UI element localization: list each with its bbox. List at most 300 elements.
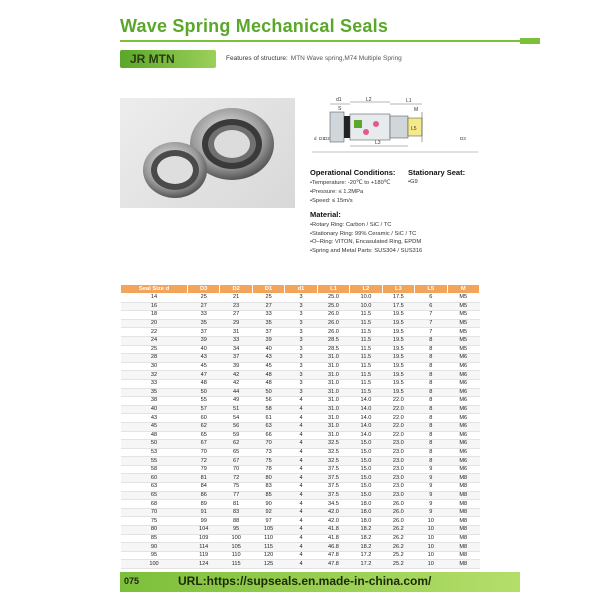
diagram-label-l5: L5 bbox=[411, 126, 417, 132]
table-cell: 83 bbox=[252, 483, 284, 492]
table-cell: 32.5 bbox=[317, 440, 349, 449]
table-cell: 18.2 bbox=[350, 526, 382, 535]
technical-drawing bbox=[310, 96, 480, 158]
table-cell: 22.0 bbox=[382, 414, 414, 423]
table-cell: 4 bbox=[285, 517, 317, 526]
diagram-label-d: d bbox=[314, 136, 317, 141]
table-cell: 23.0 bbox=[382, 440, 414, 449]
table-cell: 33 bbox=[188, 311, 220, 320]
table-row bbox=[121, 526, 480, 535]
table-row bbox=[121, 457, 480, 466]
table-cell: 65 bbox=[220, 448, 252, 457]
table-cell: 104 bbox=[188, 526, 220, 535]
table-cell: 42 bbox=[220, 379, 252, 388]
table-cell: 9 bbox=[415, 508, 447, 517]
table-cell: 8 bbox=[415, 448, 447, 457]
column-header: L5 bbox=[415, 285, 447, 294]
material-o-ring: •O–Ring: VITON, Encasulated Ring, EPDM bbox=[310, 239, 422, 246]
table-cell: M6 bbox=[447, 440, 480, 449]
table-cell: 14.0 bbox=[350, 431, 382, 440]
table-cell: 11.5 bbox=[350, 362, 382, 371]
table-cell: 14.0 bbox=[350, 422, 382, 431]
table-cell: 8 bbox=[415, 422, 447, 431]
table-cell: 70 bbox=[220, 465, 252, 474]
table-cell: 31.0 bbox=[317, 388, 349, 397]
table-cell: 3 bbox=[285, 336, 317, 345]
table-cell: 19.5 bbox=[382, 328, 414, 337]
table-cell: 11.5 bbox=[350, 354, 382, 363]
table-row bbox=[121, 465, 480, 474]
table-cell: 125 bbox=[252, 560, 284, 569]
table-row bbox=[121, 431, 480, 440]
table-cell: 124 bbox=[188, 560, 220, 569]
table-cell: 22.0 bbox=[382, 431, 414, 440]
table-row bbox=[121, 294, 480, 303]
table-row bbox=[121, 560, 480, 569]
table-cell: 17.2 bbox=[350, 560, 382, 569]
table-row bbox=[121, 491, 480, 500]
stationary-title: Stationary Seat: bbox=[408, 168, 466, 177]
table-cell: 19.5 bbox=[382, 388, 414, 397]
condition-pressure: •Pressure: ≤ 1.2MPa bbox=[310, 189, 364, 195]
table-cell: 19.5 bbox=[382, 362, 414, 371]
table-cell: 10 bbox=[415, 534, 447, 543]
table-cell: 3 bbox=[285, 354, 317, 363]
table-cell: 32.5 bbox=[317, 457, 349, 466]
material-spring-metal: •Spring and Metal Parts: SUS304 / SUS316 bbox=[310, 247, 423, 254]
table-cell: M6 bbox=[447, 422, 480, 431]
column-header: L1 bbox=[317, 285, 349, 294]
table-cell: 59 bbox=[220, 431, 252, 440]
table-cell: 100 bbox=[220, 534, 252, 543]
table-row bbox=[121, 379, 480, 388]
table-cell: 55 bbox=[188, 397, 220, 406]
table-cell: 26.0 bbox=[382, 500, 414, 509]
table-cell: 10.0 bbox=[350, 294, 382, 303]
table-cell: 22.0 bbox=[382, 397, 414, 406]
table-cell: 50 bbox=[121, 440, 188, 449]
table-cell: 14 bbox=[121, 294, 188, 303]
table-cell: M8 bbox=[447, 560, 480, 569]
table-cell: 27 bbox=[188, 302, 220, 311]
table-cell: 11.5 bbox=[350, 379, 382, 388]
table-cell: 23.0 bbox=[382, 448, 414, 457]
table-cell: 8 bbox=[415, 379, 447, 388]
table-cell: 60 bbox=[121, 474, 188, 483]
table-row bbox=[121, 500, 480, 509]
table-cell: 42.0 bbox=[317, 508, 349, 517]
table-cell: 3 bbox=[285, 379, 317, 388]
table-cell: 48 bbox=[121, 431, 188, 440]
table-cell: M6 bbox=[447, 362, 480, 371]
table-cell: M6 bbox=[447, 414, 480, 423]
table-cell: 4 bbox=[285, 457, 317, 466]
material-title: Material: bbox=[310, 210, 341, 219]
table-row bbox=[121, 414, 480, 423]
table-cell: 97 bbox=[252, 517, 284, 526]
table-cell: M5 bbox=[447, 345, 480, 354]
table-cell: 10 bbox=[415, 551, 447, 560]
table-cell: 34 bbox=[220, 345, 252, 354]
table-cell: 31.0 bbox=[317, 354, 349, 363]
table-row bbox=[121, 534, 480, 543]
table-cell: 3 bbox=[285, 388, 317, 397]
table-cell: 33 bbox=[252, 311, 284, 320]
diagram-label-d1-dim: D1 bbox=[319, 136, 325, 141]
table-cell: 90 bbox=[121, 543, 188, 552]
table-row bbox=[121, 354, 480, 363]
table-cell: 8 bbox=[415, 362, 447, 371]
model-badge bbox=[120, 50, 216, 68]
table-cell: 3 bbox=[285, 319, 317, 328]
table-cell: 15.0 bbox=[350, 448, 382, 457]
table-cell: 23.0 bbox=[382, 491, 414, 500]
table-cell: 26.0 bbox=[382, 517, 414, 526]
column-header: L2 bbox=[350, 285, 382, 294]
table-cell: 68 bbox=[121, 500, 188, 509]
table-cell: 75 bbox=[220, 483, 252, 492]
page-number: 075 bbox=[124, 576, 140, 586]
diagram-label-s: S bbox=[338, 106, 342, 112]
table-cell: 23.0 bbox=[382, 474, 414, 483]
table-cell: 53 bbox=[121, 448, 188, 457]
table-cell: 22.0 bbox=[382, 405, 414, 414]
table-cell: 34.5 bbox=[317, 500, 349, 509]
table-cell: 25 bbox=[188, 294, 220, 303]
table-cell: 49 bbox=[220, 397, 252, 406]
table-cell: 66 bbox=[252, 431, 284, 440]
stationary-item: •G9 bbox=[408, 179, 418, 185]
table-cell: 8 bbox=[415, 345, 447, 354]
table-cell: 8 bbox=[415, 388, 447, 397]
column-header: L3 bbox=[382, 285, 414, 294]
table-cell: 115 bbox=[220, 560, 252, 569]
table-cell: 81 bbox=[220, 500, 252, 509]
table-row bbox=[121, 311, 480, 320]
table-cell: M8 bbox=[447, 483, 480, 492]
table-cell: 3 bbox=[285, 328, 317, 337]
table-cell: 80 bbox=[121, 526, 188, 535]
table-cell: M5 bbox=[447, 294, 480, 303]
table-cell: 4 bbox=[285, 543, 317, 552]
footer-url: URL:https://supseals.en.made-in-china.com/ bbox=[178, 574, 432, 588]
diagram-label-m: M bbox=[414, 107, 419, 113]
table-cell: 37.5 bbox=[317, 483, 349, 492]
table-cell: M6 bbox=[447, 405, 480, 414]
table-cell: 45 bbox=[121, 422, 188, 431]
table-cell: 56 bbox=[220, 422, 252, 431]
table-cell: 19.5 bbox=[382, 345, 414, 354]
table-cell: 18.2 bbox=[350, 534, 382, 543]
table-cell: 17.5 bbox=[382, 302, 414, 311]
table-cell: 15.0 bbox=[350, 483, 382, 492]
table-cell: 70 bbox=[252, 440, 284, 449]
table-cell: M8 bbox=[447, 500, 480, 509]
table-cell: 18.2 bbox=[350, 543, 382, 552]
column-header: M bbox=[447, 285, 480, 294]
table-cell: 4 bbox=[285, 448, 317, 457]
table-cell: 40 bbox=[188, 345, 220, 354]
table-cell: 19.5 bbox=[382, 354, 414, 363]
table-cell: 31.0 bbox=[317, 405, 349, 414]
table-cell: 26.0 bbox=[382, 508, 414, 517]
table-cell: 21 bbox=[220, 294, 252, 303]
table-cell: 11.5 bbox=[350, 388, 382, 397]
table-cell: 15.0 bbox=[350, 457, 382, 466]
table-cell: M5 bbox=[447, 328, 480, 337]
diagram-label-l2: L2 bbox=[366, 97, 372, 103]
table-row bbox=[121, 474, 480, 483]
table-cell: 86 bbox=[188, 491, 220, 500]
table-cell: 4 bbox=[285, 414, 317, 423]
table-cell: 119 bbox=[188, 551, 220, 560]
table-cell: M5 bbox=[447, 302, 480, 311]
table-row bbox=[121, 440, 480, 449]
table-cell: 10.0 bbox=[350, 302, 382, 311]
column-header: D2 bbox=[220, 285, 252, 294]
features-label: Features of structure: bbox=[226, 55, 288, 62]
table-cell: 15.0 bbox=[350, 474, 382, 483]
table-cell: 8 bbox=[415, 414, 447, 423]
table-cell: 14.0 bbox=[350, 405, 382, 414]
table-cell: 75 bbox=[252, 457, 284, 466]
table-cell: 4 bbox=[285, 508, 317, 517]
table-row bbox=[121, 448, 480, 457]
table-cell: 22 bbox=[121, 328, 188, 337]
table-cell: 35 bbox=[252, 319, 284, 328]
diagram-label-l1: L1 bbox=[406, 98, 412, 104]
table-cell: 105 bbox=[220, 543, 252, 552]
table-cell: 24 bbox=[121, 336, 188, 345]
table-cell: 61 bbox=[252, 414, 284, 423]
table-cell: 4 bbox=[285, 465, 317, 474]
table-cell: 79 bbox=[188, 465, 220, 474]
table-cell: 11.5 bbox=[350, 336, 382, 345]
table-cell: 75 bbox=[121, 517, 188, 526]
table-cell: 3 bbox=[285, 311, 317, 320]
table-cell: M5 bbox=[447, 311, 480, 320]
table-cell: 40 bbox=[252, 345, 284, 354]
table-cell: M8 bbox=[447, 474, 480, 483]
table-cell: 35 bbox=[121, 388, 188, 397]
product-photo bbox=[120, 98, 295, 208]
table-cell: 4 bbox=[285, 534, 317, 543]
table-cell: 40 bbox=[121, 405, 188, 414]
table-cell: 63 bbox=[252, 422, 284, 431]
diagram-label-d3: D3 bbox=[460, 136, 466, 141]
table-cell: 31.0 bbox=[317, 362, 349, 371]
table-cell: 28.5 bbox=[317, 345, 349, 354]
table-cell: 70 bbox=[121, 508, 188, 517]
table-cell: 7 bbox=[415, 319, 447, 328]
table-cell: 85 bbox=[121, 534, 188, 543]
table-cell: 11.5 bbox=[350, 345, 382, 354]
table-cell: 15.0 bbox=[350, 491, 382, 500]
table-cell: 105 bbox=[252, 526, 284, 535]
table-cell: 90 bbox=[252, 500, 284, 509]
table-cell: 37.5 bbox=[317, 491, 349, 500]
column-header: D1 bbox=[252, 285, 284, 294]
column-header: Seal Size d bbox=[121, 285, 188, 294]
table-cell: 4 bbox=[285, 422, 317, 431]
table-cell: M6 bbox=[447, 371, 480, 380]
table-cell: 70 bbox=[188, 448, 220, 457]
table-cell: M8 bbox=[447, 551, 480, 560]
table-cell: 10 bbox=[415, 560, 447, 569]
table-cell: 32.5 bbox=[317, 448, 349, 457]
table-cell: 62 bbox=[220, 440, 252, 449]
table-cell: 26.2 bbox=[382, 543, 414, 552]
table-row bbox=[121, 328, 480, 337]
table-cell: M6 bbox=[447, 354, 480, 363]
table-cell: 39 bbox=[188, 336, 220, 345]
table-cell: 28.5 bbox=[317, 336, 349, 345]
table-cell: 11.5 bbox=[350, 319, 382, 328]
table-cell: 15.0 bbox=[350, 440, 382, 449]
table-cell: 4 bbox=[285, 560, 317, 569]
table-cell: M6 bbox=[447, 448, 480, 457]
table-cell: 37 bbox=[188, 328, 220, 337]
table-cell: 22.0 bbox=[382, 422, 414, 431]
table-cell: 26.0 bbox=[317, 311, 349, 320]
table-cell: M8 bbox=[447, 526, 480, 535]
table-cell: M8 bbox=[447, 534, 480, 543]
table-cell: 26.0 bbox=[317, 319, 349, 328]
table-cell: 47.8 bbox=[317, 560, 349, 569]
table-cell: 60 bbox=[188, 414, 220, 423]
table-cell: 4 bbox=[285, 491, 317, 500]
table-cell: M6 bbox=[447, 388, 480, 397]
table-cell: 80 bbox=[252, 474, 284, 483]
table-cell: 48 bbox=[252, 371, 284, 380]
table-row bbox=[121, 345, 480, 354]
table-cell: 27 bbox=[220, 311, 252, 320]
table-cell: 39 bbox=[220, 362, 252, 371]
table-cell: 4 bbox=[285, 474, 317, 483]
table-row bbox=[121, 551, 480, 560]
table-cell: 72 bbox=[188, 457, 220, 466]
table-cell: 11.5 bbox=[350, 371, 382, 380]
table-cell: 58 bbox=[252, 405, 284, 414]
table-cell: M6 bbox=[447, 379, 480, 388]
table-cell: 19.5 bbox=[382, 336, 414, 345]
table-row bbox=[121, 336, 480, 345]
table-cell: 45 bbox=[188, 362, 220, 371]
table-cell: 65 bbox=[188, 431, 220, 440]
table-row bbox=[121, 362, 480, 371]
condition-speed: •Speed: ≤ 15m/s bbox=[310, 198, 353, 204]
table-cell: 23.0 bbox=[382, 465, 414, 474]
table-cell: 9 bbox=[415, 483, 447, 492]
table-row bbox=[121, 543, 480, 552]
diagram-label-d1: d1 bbox=[336, 97, 342, 103]
table-row bbox=[121, 371, 480, 380]
table-cell: 42 bbox=[220, 371, 252, 380]
table-cell: 109 bbox=[188, 534, 220, 543]
table-cell: 85 bbox=[252, 491, 284, 500]
table-cell: 9 bbox=[415, 474, 447, 483]
table-cell: 48 bbox=[188, 379, 220, 388]
table-cell: 37 bbox=[220, 354, 252, 363]
table-cell: 99 bbox=[188, 517, 220, 526]
table-cell: 88 bbox=[220, 517, 252, 526]
table-cell: M8 bbox=[447, 517, 480, 526]
table-cell: 3 bbox=[285, 371, 317, 380]
table-cell: 47 bbox=[188, 371, 220, 380]
table-cell: 32 bbox=[121, 371, 188, 380]
diagram-label-l3: L3 bbox=[375, 140, 381, 146]
table-cell: 19.5 bbox=[382, 379, 414, 388]
table-cell: 3 bbox=[285, 294, 317, 303]
table-cell: 54 bbox=[220, 414, 252, 423]
table-row bbox=[121, 405, 480, 414]
table-cell: 48 bbox=[252, 379, 284, 388]
table-row bbox=[121, 422, 480, 431]
table-cell: 45 bbox=[252, 362, 284, 371]
table-cell: 37.5 bbox=[317, 465, 349, 474]
diagram-label-d2: D2 bbox=[324, 136, 330, 141]
table-cell: 8 bbox=[415, 336, 447, 345]
table-cell: 3 bbox=[285, 345, 317, 354]
table-cell: 8 bbox=[415, 457, 447, 466]
features-value: MTN Wave spring,M74 Multiple Spring bbox=[290, 55, 402, 62]
table-cell: 26.2 bbox=[382, 534, 414, 543]
table-cell: M8 bbox=[447, 543, 480, 552]
table-cell: 31.0 bbox=[317, 431, 349, 440]
conditions-title: Operational Conditions: bbox=[310, 168, 396, 177]
material-section bbox=[310, 210, 422, 255]
table-cell: 4 bbox=[285, 440, 317, 449]
table-cell: 81 bbox=[188, 474, 220, 483]
table-cell: 58 bbox=[121, 465, 188, 474]
dimension-table bbox=[120, 284, 480, 569]
table-cell: 8 bbox=[415, 397, 447, 406]
table-cell: 10 bbox=[415, 526, 447, 535]
table-cell: 110 bbox=[220, 551, 252, 560]
table-cell: 31.0 bbox=[317, 371, 349, 380]
table-cell: 8 bbox=[415, 354, 447, 363]
table-cell: 31.0 bbox=[317, 397, 349, 406]
table-cell: 51 bbox=[220, 405, 252, 414]
table-cell: 11.5 bbox=[350, 328, 382, 337]
table-cell: 8 bbox=[415, 371, 447, 380]
table-cell: M5 bbox=[447, 336, 480, 345]
material-stationary-ring: •Stationary Ring: 99% Ceramic / SiC / TC bbox=[310, 230, 417, 237]
footer-bar bbox=[120, 572, 520, 592]
table-cell: 72 bbox=[220, 474, 252, 483]
model-name: JR MTN bbox=[130, 52, 175, 66]
table-cell: 14.0 bbox=[350, 414, 382, 423]
table-cell: 18.0 bbox=[350, 508, 382, 517]
table-cell: M8 bbox=[447, 491, 480, 500]
table-cell: 89 bbox=[188, 500, 220, 509]
table-cell: 41.8 bbox=[317, 526, 349, 535]
table-cell: 115 bbox=[252, 543, 284, 552]
table-cell: 4 bbox=[285, 483, 317, 492]
table-cell: 27 bbox=[252, 302, 284, 311]
table-cell: M8 bbox=[447, 508, 480, 517]
table-cell: 31.0 bbox=[317, 379, 349, 388]
table-cell: 46.8 bbox=[317, 543, 349, 552]
table-cell: M5 bbox=[447, 319, 480, 328]
table-cell: 73 bbox=[252, 448, 284, 457]
header-accent bbox=[520, 38, 540, 44]
table-cell: 18.0 bbox=[350, 500, 382, 509]
table-cell: 100 bbox=[121, 560, 188, 569]
table-cell: 9 bbox=[415, 491, 447, 500]
table-row bbox=[121, 517, 480, 526]
table-cell: 23 bbox=[220, 302, 252, 311]
